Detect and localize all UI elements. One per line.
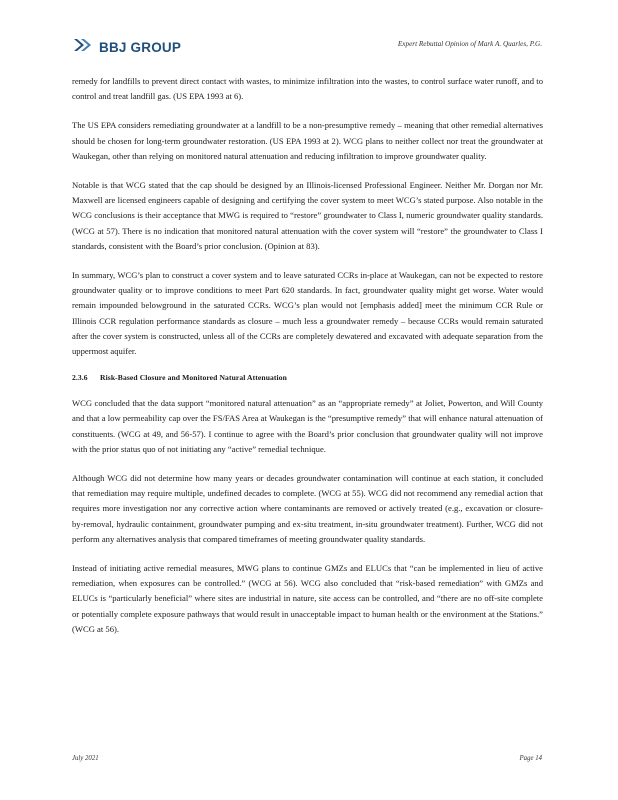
- section-number: 2.3.6: [72, 373, 88, 383]
- paragraph: Instead of initiating active remedial measures, MWG plans to continue GMZs and ELUCs that “can be implemented in lieu of active remediation, when exposures can be controlled.” (WCG at 56). WCG also concluded that “risk-based remediation” with GMZs and ELUCs is “particularly beneficial” where sites are industrial in nature, site access can be controlled, and “there are no off-site complete or potentially complete exposure pathways that would result in unacceptable impact to human health or the environment at the Stations.” (WCG at 56).: [72, 563, 543, 634]
- paragraph: The US EPA considers remediating groundwater at a landfill to be a non-presumptive remedy – meaning that other remedial alternatives should be chosen for long-term groundwater restoration. (US EPA 1993 at 2). WCG plans to neither collect nor treat the groundwater at Waukegan, other than relying on monitored natural attenuation and reducing infiltration to improve groundwater quality.: [72, 120, 543, 161]
- document-body: [72, 74, 543, 651]
- page-number: Page 14: [519, 755, 542, 762]
- paragraph: remedy for landfills to prevent direct contact with wastes, to minimize infiltration into the wastes, to control surface water runoff, and to control and treat landfill gas. (US EPA 1993 at 6).: [72, 76, 543, 102]
- paragraph: WCG concluded that the data support “monitored natural attenuation” as an “appropriate remedy” at Joliet, Powerton, and Will County and that a low permeability cap over the FS/FAS Area at Waukegan is the “presumptive remedy” that will enhance natural attenuation of constituents. (WCG at 49, and 56-57). I continue to agree with the Board’s prior conclusion that groundwater quality will not improve with the prior status quo of not initiating any “active” remedial technique.: [72, 398, 543, 454]
- paragraph: In summary, WCG’s plan to construct a cover system and to leave saturated CCRs in-place at Waukegan, can not be expected to restore groundwater quality or to improve conditions to meet Part 620 standards. In fact, groundwater quality might get worse. Water would remain impounded belowground in the saturated CCRs. WCG’s plan would not [emphasis added] meet the minimum CCR Rule or Illinois CCR regulation performance standards as closure – much less a groundwater remedy – because CCRs would remain saturated after the cover system is constructed, unless all of the CCRs are completely dewatered and excavated with adequate separation from the uppermost aquifer.: [72, 270, 543, 357]
- paragraph: Although WCG did not determine how many years or decades groundwater contamination will continue at each station, it concluded that remediation may require multiple, undefined decades to complete. (WCG at 55). WCG did not recommend any remedial action that requires more investigation nor any corrective action where contaminants are removed or actively treated (e.g., excavation or closure-by-removal, hydraulic containment, groundwater pumping and ex-situ treatment, in-situ groundwater treatment). Further, WCG did not perform any alternatives analysis that compared timeframes of meeting groundwater quality standards.: [72, 473, 543, 544]
- section-heading: [72, 373, 543, 382]
- section-title: Risk-Based Closure and Monitored Natural Attenuation: [100, 373, 287, 383]
- paragraph: Notable is that WCG stated that the cap should be designed by an Illinois-licensed Professional Engineer. Neither Mr. Dorgan nor Mr. Maxwell are licensed engineers capable of designing and certifying the cover system to meet WCG’s stated purpose. Also notable in the WCG conclusions is their acceptance that MWG is required to “restore” groundwater to Class I, numeric groundwater quality standards. (WCG at 57). There is no indication that monitored natural attenuation with the cover system will “restore” the groundwater to Class I standards, consistent with the Board’s prior conclusion. (Opinion at 83).: [72, 180, 543, 251]
- footer-date: July 2021: [72, 755, 99, 762]
- header-title: Expert Rebuttal Opinion of Mark A. Quarles, P.G.: [397, 40, 542, 48]
- company-logo: [72, 34, 181, 61]
- bbj-chevrons-icon: [72, 34, 99, 61]
- logo-text: BBJ GROUP: [99, 40, 182, 55]
